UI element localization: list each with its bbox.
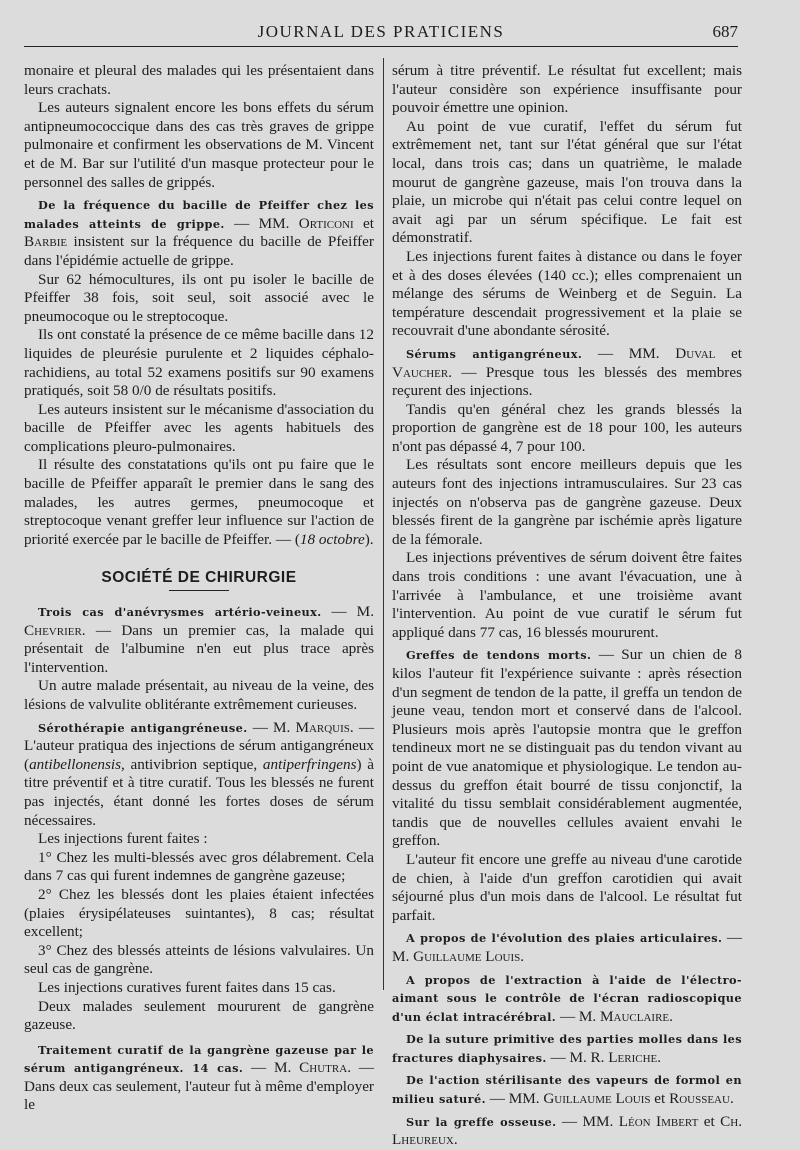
article-heading: Sur la greffe osseuse. [406, 1114, 557, 1129]
paragraph: Un autre malade présentait, au niveau de la veine, des lésions de valvulite oblitérante extrêmement curieuses. [24, 677, 374, 713]
article-entry-anevrysmes: Trois cas d'anévrysmes artério-veineux. — M. Chevrier. — Dans un premier cas, la malade qui présentait de l'albumine n'en eut plus trace après l'intervention. [24, 603, 374, 676]
paragraph: 3° Chez des blessés atteints de lésions valvulaires. Un seul cas de gangrène. [24, 941, 374, 978]
section-title: SOCIÉTÉ DE CHIRURGIE [101, 569, 297, 587]
author-name: Mauclaire [600, 1007, 670, 1025]
article-entry-suture: De la suture primitive des parties molles dans les fractures diaphysaires. — M. R. Leriche. [392, 1032, 742, 1066]
paragraph: Sur 62 hémocultures, ils ont pu isoler le bacille de Pfeiffer 38 fois, soit seul, soit associé avec le pneumocoque ou le streptocoque. [24, 270, 374, 325]
author-name: Chevrier [24, 621, 82, 639]
article-heading: A propos de l'évolution des plaies articulaires. [406, 931, 723, 946]
column-divider [383, 58, 384, 990]
author-name: Rousseau [669, 1090, 730, 1108]
article-heading: De l'action stérilisante des vapeurs de formol en milieu saturé. [392, 1073, 742, 1107]
paragraph: Ils ont constaté la présence de ce même bacille dans 12 liquides de pleurésie purulente et 2 liquides céphalo-rachidiens, au total 52 examens positifs sur 90 examens pratiqués, soit 58 0/0 de résultats positifs. [24, 326, 374, 400]
paragraph: 2° Chez les blessés dont les plaies étaient infectées (plaies érysipélateuses suintantes), 8 cas; résultat excellent; [24, 885, 374, 941]
date: 18 octobre [299, 530, 365, 548]
paragraph: Deux malades seulement moururent de gangrène gazeuse. [24, 997, 374, 1034]
author-name: Duval [675, 344, 716, 362]
author-name: Chutra [299, 1059, 348, 1077]
article-entry-electro-aimant: A propos de l'extraction à l'aide de l'électro-aimant sous le contrôle de l'écran radioscopique d'un éclat intracérébral. — M. Mauclaire. [392, 972, 742, 1025]
author-name: Marquis [295, 718, 350, 736]
paragraph: monaire et pleural des malades qui les présentaient dans leurs crachats. [24, 62, 374, 98]
article-heading: Sérothérapie antigangréneuse. [38, 720, 248, 735]
article-heading: Sérums antigangréneux. [406, 346, 583, 361]
article-heading: De la fréquence du bacille de Pfeiffer chez les malades atteints de grippe. [24, 198, 374, 231]
paragraph: Les injections préventives de sérum doivent être faites dans trois conditions : une avant l'évacuation, une à l'arrivée à l'ambulance, et une troisième avant l'intervention. Au point de vue curatif le sérum fut appliqué dans 77 cas, 16 blessés moururent. [392, 549, 742, 641]
article-entry-formol: De l'action stérilisante des vapeurs de formol en milieu saturé. — MM. Guillaume Louis et Rousseau. [392, 1073, 742, 1108]
article-entry-traitement: Traitement curatif de la gangrène gazeuse par le sérum antigangréneux. 14 cas. — M. Chutra. — Dans deux cas seulement, l'auteur fut à même d'employer le [24, 1042, 374, 1114]
author-name: Ch. Lheureux [392, 1112, 742, 1149]
article-heading: De la suture primitive des parties molles dans les fractures diaphysaires. [392, 1032, 742, 1065]
paragraph: Tandis qu'en général chez les grands blessés la proportion de gangrène est de 18 pour 100, les auteurs n'ont pas dépassé 4, 7 pour 100. [392, 400, 742, 455]
author-name: Orticoni [298, 214, 354, 232]
paragraph: Il résulte des constatations qu'ils ont pu faire que le bacille de Pfeiffer apparaît le premier dans le sang des malades, les autres germes, pneumocoque et streptocoque venant greffer leur influence sur l'action de priorité exercée par le bacille de Pfeiffer. — (18 octobre). [24, 456, 374, 548]
article-entry-pfeiffer: De la fréquence du bacille de Pfeiffer chez les malades atteints de grippe. — MM. Orticoni et Barbie insistent sur la fréquence du bacille de Pfeiffer dans l'épidémie actuelle de grippe. [24, 198, 375, 269]
paragraph: sérum à titre préventif. Le résultat fut excellent; mais l'auteur considère son expérience insuffisante pour pouvoir émettre une opinion. [392, 62, 742, 117]
article-heading: Traitement curatif de la gangrène gazeuse par le sérum antigangréneux. 14 cas. [24, 1042, 374, 1076]
article-entry-greffe-osseuse: Sur la greffe osseuse. — MM. Léon Imbert et Ch. Lheureux. [392, 1112, 742, 1149]
page-number: 687 [712, 22, 738, 41]
paragraph: Les injections furent faites : [38, 830, 208, 848]
author-name: Leriche [608, 1048, 658, 1066]
author-name: Guillaume Louis [413, 947, 521, 965]
article-entry-serums: Sérums antigangréneux. — MM. Duval et Vaucher. — Presque tous les blessés des membres reçurent des injections. [392, 344, 742, 400]
article-heading: A propos de l'extraction à l'aide de l'électro-aimant sous le contrôle de l'écran radioscopique d'un éclat intracérébral. [392, 972, 742, 1024]
section-rule [169, 590, 229, 591]
author-name: Barbie [24, 233, 68, 251]
paragraph: Au point de vue curatif, l'effet du sérum fut extrêmement net, tant sur l'état général que sur l'état local, dans trois cas; dans un quatrième, le malade mourut de gangrène gazeuse, mais l'on trouva dans la plaie, un microbe qui n'était pas celui contre lequel on avait agi par un sérum spécifique. Le fait est démonstratif. [392, 117, 742, 247]
left-column [24, 62, 374, 1115]
paragraph: Les auteurs insistent sur le mécanisme d'association du bacille de Pfeiffer avec les agents habituels des complications pleuro-pulmonaires. [24, 400, 374, 455]
article-heading: Greffes de tendons morts. [406, 648, 592, 663]
paragraph: Les injections curatives furent faites dans 15 cas. [38, 978, 336, 996]
journal-title: JOURNAL DES PRATICIENS [257, 22, 505, 41]
paragraph: Les injections furent faites à distance ou dans le foyer et à des doses élevées (140 cc.); elles comprenaient un mélange des sérums de Weinberg et de Seguin. La température descendait progressivement et la plaie se recouvrait d'une abondante sérosité. [392, 247, 742, 340]
article-entry-serotherapie: Sérothérapie antigangréneuse. — M. Marquis. — L'auteur pratiqua des injections de sérum antigangréneux (antibellonensis, antivibrion septique, antiperfringens) à titre préventif et à titre curatif. Tous les blessés ne furent pas injectés, étant donné les fortes doses de sérum nécessaires. [24, 718, 375, 829]
author-name: Léon Imbert [618, 1112, 699, 1130]
paragraph: Les auteurs signalent encore les bons effets du sérum antipneumococcique dans des cas très graves de grippe pulmonaire et confirment les observations de M. Vincent et de M. Bar sur l'utilité d'un masque protecteur pour le personnel des salles de grippés. [24, 99, 374, 191]
article-heading: Trois cas d'anévrysmes artério-veineux. [38, 605, 322, 620]
paragraph: L'auteur fit encore une greffe au niveau d'une carotide de chien, à l'aide d'un greffon carotidien qui avait séjourné plus d'un mois dans de l'alcool. Le résultat fut parfait. [392, 850, 742, 924]
author-name: Vaucher [392, 363, 449, 381]
article-entry-greffes: Greffes de tendons morts. — Sur un chien de 8 kilos l'auteur fit l'expérience suivante : après résection d'un segment de tendon de la patte, il greffa un tendon de jeune veau, tendon mort et conservé dans de l'alcool. Plusieurs mois après l'autopsie montra que le greffon tendineux mort ne se distinguait pas du tendon vivant au point de vue anatomique et physiologique. Le tendon au-dessus du greffon était bourré de tissu conjonctif, la vitalité du tissu semblait considérablement augmentée, tandis que de nouvelles cellules avaient envahi le greffon. [392, 646, 742, 850]
right-column [392, 62, 742, 1150]
article-entry-plaies: A propos de l'évolution des plaies articulaires. — M. Guillaume Louis. [392, 929, 742, 965]
running-head [24, 20, 738, 47]
paragraph: Les résultats sont encore meilleurs depuis que les auteurs font des injections intramusculaires. Sur 23 cas injectés on n'observa pas de gangrène gazeuse. Deux blessés firent de la gangrène par ischémie après ligature de la fémorale. [392, 456, 742, 548]
author-name: Guillaume Louis [543, 1090, 651, 1108]
paragraph: 1° Chez les multi-blessés avec gros délabrement. Cela dans 7 cas qui furent indemnes de gangrène gazeuse; [24, 848, 374, 885]
